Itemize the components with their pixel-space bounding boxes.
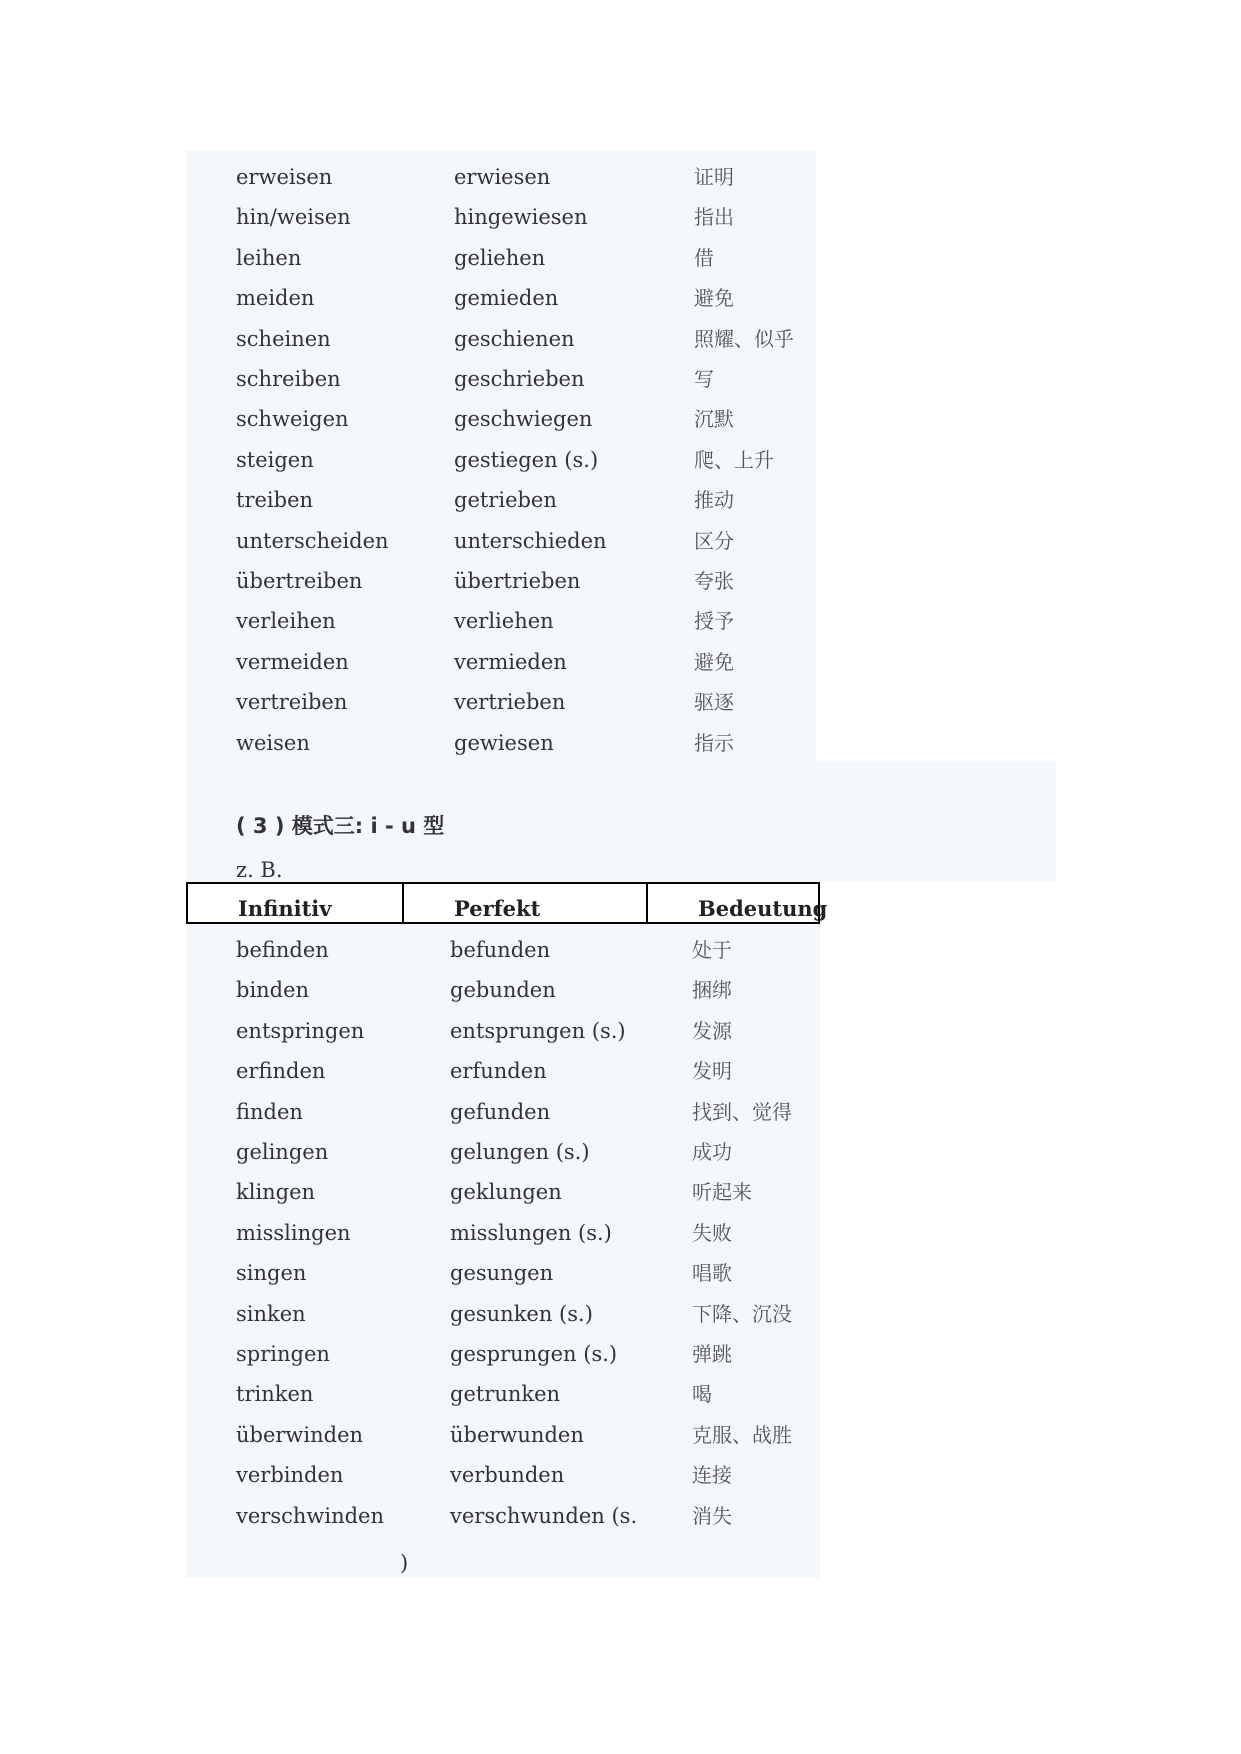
- cell-perfekt: vertrieben: [454, 690, 566, 715]
- cell-bedeutung: 弹跳: [692, 1342, 732, 1366]
- cell-bedeutung: 克服、战胜: [692, 1422, 792, 1447]
- table-row: [0, 485, 1241, 515]
- cell-infinitiv: singen: [236, 1261, 307, 1286]
- cell-bedeutung: 爬、上升: [694, 447, 774, 472]
- cell-perfekt: überwunden: [450, 1422, 584, 1447]
- cell-infinitiv: vermeiden: [236, 649, 349, 674]
- cell-bedeutung: 听起来: [692, 1180, 752, 1205]
- cell-infinitiv: verbinden: [236, 1463, 344, 1488]
- cell-perfekt: geschwiegen: [454, 407, 593, 432]
- cell-perfekt: gelungen (s.): [450, 1140, 590, 1164]
- cell-perfekt: misslungen (s.): [450, 1220, 612, 1245]
- cell-bedeutung: 指示: [694, 730, 734, 755]
- table-row: [0, 1097, 1241, 1127]
- cell-bedeutung: 找到、觉得: [692, 1099, 792, 1124]
- cell-infinitiv: scheinen: [236, 326, 331, 351]
- cell-perfekt: verschwunden (s.: [450, 1503, 638, 1528]
- cell-infinitiv: leihen: [236, 245, 302, 270]
- table-row: [0, 1056, 1241, 1086]
- cell-perfekt: unterschieden: [454, 528, 607, 553]
- table-row: [0, 935, 1241, 965]
- table-row: [0, 243, 1241, 273]
- cell-infinitiv: meiden: [236, 286, 315, 311]
- cell-bedeutung: 推动: [694, 488, 734, 513]
- header-cell-perfekt: [402, 884, 646, 922]
- cell-bedeutung: 连接: [692, 1463, 732, 1488]
- cell-bedeutung: 发明: [692, 1059, 732, 1084]
- cell-bedeutung: 避免: [694, 286, 734, 311]
- section-heading: ( 3 ) 模式三: i - u 型: [236, 814, 445, 838]
- cell-perfekt: verliehen: [454, 609, 554, 634]
- cell-perfekt: befunden: [450, 938, 551, 962]
- cell-perfekt: geklungen: [450, 1180, 562, 1205]
- table-row: [0, 1258, 1241, 1288]
- table-row: [0, 606, 1241, 636]
- cell-bedeutung: 区分: [694, 528, 734, 553]
- cell-bedeutung: 驱逐: [694, 690, 734, 715]
- cell-perfekt: gefunden: [450, 1099, 551, 1124]
- cell-perfekt: getrunken: [450, 1382, 561, 1407]
- cell-bedeutung: 捆绑: [692, 978, 732, 1003]
- table-row: [0, 404, 1241, 434]
- trailing-paren: ): [400, 1551, 409, 1575]
- cell-infinitiv: übertreiben: [236, 569, 363, 593]
- table-header-row: [186, 882, 828, 924]
- cell-perfekt: gewiesen: [454, 730, 554, 755]
- table-row: [0, 1420, 1241, 1450]
- table-row: [0, 1339, 1241, 1369]
- table-row: [0, 1501, 1241, 1531]
- table-row: [0, 283, 1241, 313]
- cell-infinitiv: hin/weisen: [236, 205, 351, 230]
- cell-bedeutung: 喝: [692, 1382, 712, 1407]
- table-row: [0, 364, 1241, 394]
- table-row: [0, 1379, 1241, 1409]
- table-row: [0, 324, 1241, 354]
- header-cell-infinitiv: [188, 884, 402, 922]
- cell-bedeutung: 授予: [694, 609, 734, 634]
- cell-perfekt: getrieben: [454, 488, 557, 513]
- cell-perfekt: gebunden: [450, 978, 556, 1003]
- cell-infinitiv: vertreiben: [236, 690, 348, 715]
- table-row: [0, 975, 1241, 1005]
- cell-infinitiv: unterscheiden: [236, 528, 389, 553]
- cell-infinitiv: befinden: [236, 938, 329, 962]
- table-row: [0, 1299, 1241, 1329]
- cell-perfekt: geschienen: [454, 326, 575, 351]
- table-row: [0, 728, 1241, 758]
- cell-perfekt: übertrieben: [454, 569, 581, 593]
- cell-perfekt: gestiegen (s.): [454, 447, 599, 472]
- cell-bedeutung: 下降、沉没: [692, 1301, 792, 1326]
- cell-bedeutung: 消失: [692, 1503, 732, 1528]
- cell-bedeutung: 沉默: [694, 407, 734, 432]
- cell-perfekt: geschrieben: [454, 367, 585, 391]
- table-row: [0, 566, 1241, 596]
- cell-bedeutung: 照耀、似乎: [694, 326, 794, 351]
- cell-infinitiv: erweisen: [236, 165, 333, 189]
- cell-infinitiv: schreiben: [236, 367, 341, 391]
- cell-infinitiv: klingen: [236, 1180, 316, 1205]
- header-infinitiv: Infinitiv: [238, 896, 332, 921]
- cell-perfekt: hingewiesen: [454, 205, 588, 230]
- cell-infinitiv: erfinden: [236, 1059, 326, 1084]
- table-row: [0, 1016, 1241, 1046]
- cell-infinitiv: sinken: [236, 1301, 306, 1326]
- cell-perfekt: erwiesen: [454, 165, 551, 189]
- cell-perfekt: gemieden: [454, 286, 559, 311]
- cell-infinitiv: springen: [236, 1342, 330, 1366]
- header-cell-bedeutung: [646, 884, 828, 922]
- cell-bedeutung: 发源: [692, 1018, 732, 1043]
- cell-bedeutung: 避免: [694, 649, 734, 674]
- cell-bedeutung: 唱歌: [692, 1261, 732, 1286]
- cell-bedeutung: 处于: [692, 938, 732, 962]
- header-bedeutung: Bedeutung: [698, 896, 828, 921]
- table-row: [0, 162, 1241, 192]
- cell-perfekt: vermieden: [454, 649, 567, 674]
- cell-perfekt: entsprungen (s.): [450, 1018, 626, 1043]
- header-perfekt: Perfekt: [454, 896, 541, 921]
- cell-infinitiv: steigen: [236, 447, 314, 472]
- cell-infinitiv: überwinden: [236, 1422, 364, 1447]
- table-row: [0, 1218, 1241, 1248]
- cell-infinitiv: misslingen: [236, 1220, 351, 1245]
- table-row: [0, 445, 1241, 475]
- cell-infinitiv: binden: [236, 978, 310, 1003]
- cell-bedeutung: 失败: [692, 1220, 732, 1245]
- table-row: [0, 526, 1241, 556]
- cell-bedeutung: 夸张: [694, 569, 734, 593]
- cell-bedeutung: 指出: [694, 205, 734, 230]
- table-row: [0, 1460, 1241, 1490]
- cell-bedeutung: 写: [694, 367, 714, 391]
- cell-perfekt: gesunken (s.): [450, 1301, 593, 1326]
- table-row: [0, 1137, 1241, 1167]
- cell-infinitiv: verschwinden: [236, 1503, 385, 1528]
- cell-perfekt: gesungen: [450, 1261, 554, 1286]
- example-label: z. B.: [236, 858, 283, 882]
- cell-perfekt: geliehen: [454, 245, 546, 270]
- table-row: [0, 647, 1241, 677]
- table-row: [0, 202, 1241, 232]
- cell-infinitiv: finden: [236, 1099, 303, 1124]
- cell-perfekt: verbunden: [450, 1463, 565, 1488]
- cell-infinitiv: entspringen: [236, 1018, 365, 1043]
- cell-infinitiv: schweigen: [236, 407, 349, 432]
- table-row: [0, 687, 1241, 717]
- cell-perfekt: erfunden: [450, 1059, 547, 1084]
- cell-perfekt: gesprungen (s.): [450, 1342, 618, 1366]
- cell-infinitiv: treiben: [236, 488, 314, 513]
- cell-infinitiv: gelingen: [236, 1140, 329, 1164]
- cell-infinitiv: verleihen: [236, 609, 336, 634]
- cell-bedeutung: 证明: [694, 165, 734, 189]
- cell-bedeutung: 成功: [692, 1140, 732, 1164]
- cell-infinitiv: weisen: [236, 730, 310, 755]
- table-row: [0, 1177, 1241, 1207]
- cell-infinitiv: trinken: [236, 1382, 314, 1407]
- cell-bedeutung: 借: [694, 245, 714, 270]
